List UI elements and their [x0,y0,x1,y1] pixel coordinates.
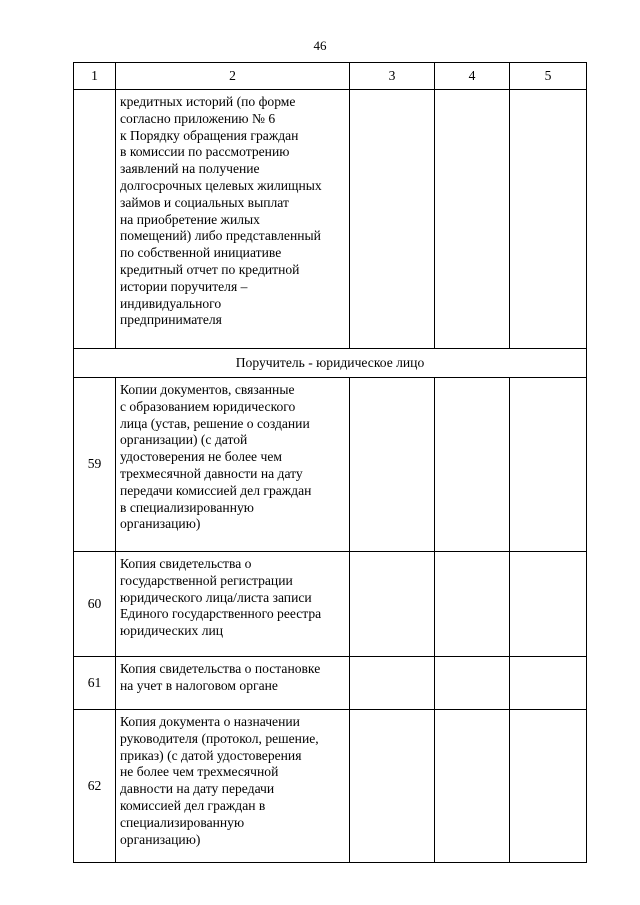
row-number-cell: 59 [74,378,116,552]
table-row [74,552,587,657]
section-header-row [74,349,587,378]
empty-cell [350,657,435,710]
row-number-cell [74,90,116,349]
table-row [74,657,587,710]
page-number: 46 [313,38,327,53]
column-header-3: 3 [350,63,435,90]
empty-cell [510,710,587,863]
empty-cell [510,552,587,657]
column-header-2: 2 [116,63,350,90]
row-number-cell: 62 [74,710,116,863]
column-header-1: 1 [74,63,116,90]
empty-cell [510,657,587,710]
column-header-5: 5 [510,63,587,90]
table-row-continuation [74,90,587,349]
table-row [74,710,587,863]
row-description-cell: Копии документов, связанные с образованием юридического лица (устав, решение о создании организации) (с датой удостоверения не более чем трехмесячной давности на дату передачи комиссией дел граждан в специализированную организацию) [116,378,350,552]
table-header-row [74,63,587,90]
documents-table [73,62,587,863]
row-number-cell: 61 [74,657,116,710]
empty-cell [435,552,510,657]
row-description-cell: Копия свидетельства о постановке на учет в налоговом органе [116,657,350,710]
empty-cell [435,378,510,552]
column-header-4: 4 [435,63,510,90]
empty-cell [435,710,510,863]
table-row [74,378,587,552]
row-description-cell: Копия документа о назначении руководителя (протокол, решение, приказ) (с датой удостоверения не более чем трехмесячной давности на дату передачи комиссией дел граждан в специализированную организацию) [116,710,350,863]
empty-cell [510,90,587,349]
empty-cell [510,378,587,552]
empty-cell [435,90,510,349]
row-description-cell: Копия свидетельства о государственной регистрации юридического лица/листа записи Единого государственного реестра юридических лиц [116,552,350,657]
row-description-cell: кредитных историй (по форме согласно приложению № 6 к Порядку обращения граждан в комиссии по рассмотрению заявлений на получение долгосрочных целевых жилищных займов и социальных выплат на приобретение жилых помещений) либо представленный по собственной инициативе кредитный отчет по кредитной истории поручителя – индивидуального предпринимателя [116,90,350,349]
row-number-cell: 60 [74,552,116,657]
empty-cell [350,90,435,349]
empty-cell [350,710,435,863]
empty-cell [350,378,435,552]
empty-cell [435,657,510,710]
empty-cell [350,552,435,657]
section-title: Поручитель - юридическое лицо [74,349,587,378]
